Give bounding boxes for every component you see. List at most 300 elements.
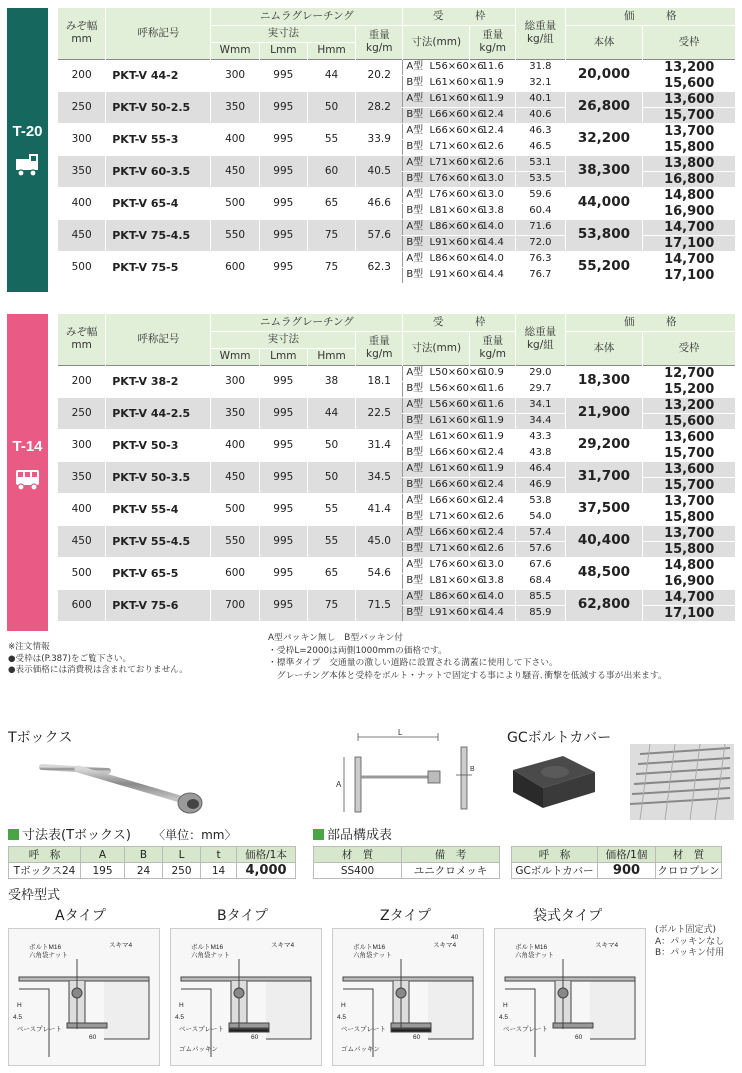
base-plate-callout: ベースプレート bbox=[17, 1026, 62, 1033]
table-row bbox=[58, 123, 736, 139]
total-weight-cell: 60.4 bbox=[516, 203, 565, 219]
frame-price-cell: 16,900 bbox=[643, 573, 735, 589]
total-weight-cell: 72.0 bbox=[516, 235, 565, 251]
frame-price-cell: 14,700 bbox=[643, 589, 735, 605]
col-header-frame: 受 枠 bbox=[403, 8, 516, 25]
cell: 24 bbox=[125, 863, 163, 879]
frame-size: L86×60×6 bbox=[429, 221, 484, 232]
t20-spec-table bbox=[57, 8, 735, 284]
cell-h: 50 bbox=[307, 429, 355, 461]
cell-l: 995 bbox=[259, 219, 307, 251]
cell-l: 995 bbox=[259, 155, 307, 187]
frame-size: L61×60×6 bbox=[429, 93, 484, 104]
frame-size: L56×60×6 bbox=[429, 399, 484, 410]
dim-h-label: H bbox=[341, 1002, 346, 1009]
type-z-label: Zタイプ bbox=[380, 908, 431, 924]
total-weight-cell: 46.9 bbox=[516, 477, 565, 493]
frame-weight-cell: 12.4 bbox=[470, 477, 516, 493]
col-header: 価格/1個 bbox=[598, 847, 656, 863]
frame-price-cell: 13,200 bbox=[643, 59, 735, 75]
type-pocket-label: 袋式タイプ bbox=[533, 908, 603, 924]
col-header-body: 本体 bbox=[565, 331, 643, 365]
frame-type: B型 bbox=[406, 575, 424, 586]
parts-title: 部品構成表 bbox=[327, 828, 393, 843]
col-header-grating: ニムラグレーチング bbox=[211, 314, 403, 331]
total-weight-cell: 71.6 bbox=[516, 219, 565, 235]
body-price-cell: 38,300 bbox=[565, 155, 643, 187]
frame-cross-section bbox=[9, 929, 159, 1065]
tbox-wrench-image bbox=[30, 747, 210, 827]
frame-type: A型 bbox=[406, 125, 424, 136]
frame-size: L66×60×6 bbox=[429, 527, 484, 538]
frame-price-cell: 16,800 bbox=[643, 171, 735, 187]
cell-h: 65 bbox=[307, 557, 355, 589]
cell-code: PKT-V 75-4.5 bbox=[106, 219, 211, 251]
body-price-cell: 53,800 bbox=[565, 219, 643, 251]
cell-h: 60 bbox=[307, 155, 355, 187]
dim-h-label: H bbox=[179, 1002, 184, 1009]
cell-l: 995 bbox=[259, 187, 307, 219]
cell: SS400 bbox=[314, 863, 402, 879]
cell-width: 250 bbox=[58, 91, 106, 123]
cell-width: 500 bbox=[58, 557, 106, 589]
gap-callout: スキマ4 bbox=[109, 942, 133, 949]
total-weight-cell: 54.0 bbox=[516, 509, 565, 525]
frame-type: B型 bbox=[406, 237, 424, 248]
cell-weight: 31.4 bbox=[356, 429, 403, 461]
cell-weight: 28.2 bbox=[356, 91, 403, 123]
frame-weight-cell: 11.6 bbox=[470, 381, 516, 397]
frame-type: B型 bbox=[406, 447, 424, 458]
frame-type: A型 bbox=[406, 157, 424, 168]
frame-weight-cell: 12.4 bbox=[470, 493, 516, 509]
frame-size: L71×60×6 bbox=[429, 543, 484, 554]
frame-size-cell bbox=[403, 477, 484, 493]
col-header-frame-size: 寸法(mm) bbox=[403, 25, 470, 59]
tbox-title: Tボックス bbox=[8, 730, 73, 746]
frame-price-cell: 14,700 bbox=[643, 251, 735, 267]
frame-size: L61×60×6 bbox=[429, 77, 484, 88]
cell-width: 200 bbox=[58, 59, 106, 91]
col-header-w: Wmm bbox=[211, 42, 259, 59]
frame-size-cell bbox=[403, 493, 484, 509]
total-weight-cell: 29.7 bbox=[516, 381, 565, 397]
frame-price-cell: 14,800 bbox=[643, 557, 735, 573]
frame-size: L66×60×6 bbox=[429, 447, 484, 458]
frame-size-cell bbox=[403, 445, 484, 461]
frame-type: B型 bbox=[406, 141, 424, 152]
col-header-frame-size: 寸法(mm) bbox=[403, 331, 470, 365]
cell-w: 300 bbox=[211, 59, 259, 91]
col-header: 呼 称 bbox=[9, 847, 81, 863]
frame-price-cell: 15,600 bbox=[643, 413, 735, 429]
total-weight-cell: 76.3 bbox=[516, 251, 565, 267]
frame-price-cell: 16,900 bbox=[643, 203, 735, 219]
cell-weight: 34.5 bbox=[356, 461, 403, 493]
bolt-callout: ボルトM16 bbox=[191, 944, 224, 951]
cell-w: 300 bbox=[211, 365, 259, 397]
table-row bbox=[58, 365, 736, 381]
cell-w: 350 bbox=[211, 397, 259, 429]
frame-weight-cell: 12.4 bbox=[470, 107, 516, 123]
frame-weight-cell: 11.9 bbox=[470, 91, 516, 107]
remark-line: A型パッキン無し B型パッキン付 bbox=[268, 633, 404, 643]
type-z-diagram bbox=[332, 928, 484, 1066]
tbox-dim-heading bbox=[8, 824, 237, 843]
table-row bbox=[58, 187, 736, 203]
frame-weight-cell: 13.0 bbox=[470, 171, 516, 187]
green-square-icon bbox=[8, 829, 19, 840]
total-weight-cell: 85.5 bbox=[516, 589, 565, 605]
cell-h: 50 bbox=[307, 461, 355, 493]
frame-type: B型 bbox=[406, 173, 424, 184]
gc-bolt-cover-image bbox=[503, 750, 603, 815]
frame-type: A型 bbox=[406, 399, 424, 410]
note-line: ●受枠は(P.387)をご覧下さい。 bbox=[8, 653, 132, 664]
frame-price-cell: 12,700 bbox=[643, 365, 735, 381]
frame-price-cell: 13,200 bbox=[643, 397, 735, 413]
cell-width: 500 bbox=[58, 251, 106, 283]
cell-weight: 45.0 bbox=[356, 525, 403, 557]
cell-l: 995 bbox=[259, 59, 307, 91]
frame-size: L61×60×6 bbox=[429, 431, 484, 442]
cell-weight: 18.1 bbox=[356, 365, 403, 397]
cell-l: 995 bbox=[259, 557, 307, 589]
dim-4.5-label: 4.5 bbox=[175, 1014, 185, 1021]
frame-type: A型 bbox=[406, 93, 424, 104]
frame-cross-section bbox=[171, 929, 321, 1065]
bolt-callout: ボルトM16 bbox=[515, 944, 548, 951]
body-price-cell: 18,300 bbox=[565, 365, 643, 397]
table-row bbox=[58, 59, 736, 75]
dim-4.5-label: 4.5 bbox=[13, 1014, 23, 1021]
frame-weight-cell: 14.0 bbox=[470, 251, 516, 267]
cell-h: 55 bbox=[307, 525, 355, 557]
table-row bbox=[58, 155, 736, 171]
cell-width: 400 bbox=[58, 187, 106, 219]
frame-size-cell bbox=[403, 251, 484, 267]
bolt-fix-note bbox=[655, 925, 724, 960]
frame-type: B型 bbox=[406, 511, 424, 522]
gc-title: GCボルトカバー bbox=[507, 730, 612, 746]
base-plate-callout: ベースプレート bbox=[341, 1026, 386, 1033]
table-row bbox=[58, 251, 736, 267]
cell-width: 450 bbox=[58, 525, 106, 557]
gap-callout: スキマ4 bbox=[595, 942, 619, 949]
cell-code: PKT-V 65-5 bbox=[106, 557, 211, 589]
dim-4.5-label: 4.5 bbox=[337, 1014, 347, 1021]
col-header-width: みぞ幅 mm bbox=[58, 314, 106, 365]
frame-weight-cell: 13.8 bbox=[470, 573, 516, 589]
table-row bbox=[58, 525, 736, 541]
frame-type: B型 bbox=[406, 607, 424, 618]
frame-size: L91×60×6 bbox=[429, 269, 484, 280]
col-header: 備 考 bbox=[402, 847, 500, 863]
col-header-frame-price: 受枠 bbox=[643, 25, 735, 59]
frame-size-cell bbox=[403, 219, 484, 235]
col-header-grating: ニムラグレーチング bbox=[211, 8, 403, 25]
frame-weight-cell: 12.4 bbox=[470, 445, 516, 461]
frame-size-cell bbox=[403, 525, 484, 541]
parts-heading bbox=[313, 824, 392, 843]
cell-code: PKT-V 65-4 bbox=[106, 187, 211, 219]
frame-size-cell bbox=[403, 461, 484, 477]
cell-h: 44 bbox=[307, 59, 355, 91]
total-weight-cell: 53.1 bbox=[516, 155, 565, 171]
col-header-weight: 重量 kg/m bbox=[356, 331, 403, 365]
frame-size: L71×60×6 bbox=[429, 511, 484, 522]
cell-w: 700 bbox=[211, 589, 259, 621]
dim-40-label: 40 bbox=[451, 934, 459, 941]
frame-weight-cell: 12.6 bbox=[470, 541, 516, 557]
col-header-l: Lmm bbox=[259, 348, 307, 365]
frame-size-cell bbox=[403, 123, 484, 139]
frame-weight-cell: 11.6 bbox=[470, 59, 516, 75]
frame-weight-cell: 13.8 bbox=[470, 203, 516, 219]
table-row bbox=[58, 219, 736, 235]
cell-w: 350 bbox=[211, 91, 259, 123]
type-b-diagram bbox=[170, 928, 322, 1066]
frame-size: L56×60×6 bbox=[429, 383, 484, 394]
col-header-frame-price: 受枠 bbox=[643, 331, 735, 365]
frame-weight-cell: 11.6 bbox=[470, 397, 516, 413]
dim-60-label: 60 bbox=[89, 1034, 97, 1041]
cell-h: 38 bbox=[307, 365, 355, 397]
tbox-dim-table bbox=[8, 846, 296, 879]
bolt-callout: ボルトM16 bbox=[29, 944, 62, 951]
col-header-actual: 実寸法 bbox=[211, 25, 356, 42]
frame-size: L71×60×6 bbox=[429, 157, 484, 168]
type-pocket-diagram bbox=[494, 928, 646, 1066]
cell-width: 200 bbox=[58, 365, 106, 397]
frame-size-cell bbox=[403, 381, 484, 397]
frame-size: L91×60×6 bbox=[429, 607, 484, 618]
col-header: B bbox=[125, 847, 163, 863]
frame-types-title: 受枠型式 bbox=[8, 888, 61, 903]
frame-size: L76×60×6 bbox=[429, 559, 484, 570]
body-price-cell: 48,500 bbox=[565, 557, 643, 589]
frame-size-cell bbox=[403, 557, 484, 573]
total-weight-cell: 43.8 bbox=[516, 445, 565, 461]
total-weight-cell: 29.0 bbox=[516, 365, 565, 381]
frame-size-cell bbox=[403, 267, 484, 283]
frame-weight-cell: 12.4 bbox=[470, 123, 516, 139]
frame-size-cell bbox=[403, 187, 484, 203]
frame-type: A型 bbox=[406, 61, 424, 72]
frame-price-cell: 15,700 bbox=[643, 445, 735, 461]
cell-code: PKT-V 75-6 bbox=[106, 589, 211, 621]
cell-h: 75 bbox=[307, 251, 355, 283]
dim-60-label: 60 bbox=[251, 1034, 259, 1041]
frame-weight-cell: 12.6 bbox=[470, 509, 516, 525]
frame-type: B型 bbox=[406, 269, 424, 280]
table-row bbox=[58, 557, 736, 573]
frame-size-cell bbox=[403, 509, 484, 525]
frame-size: L86×60×6 bbox=[429, 253, 484, 264]
frame-type: A型 bbox=[406, 591, 424, 602]
col-header: 材 質 bbox=[656, 847, 722, 863]
total-weight-cell: 57.4 bbox=[516, 525, 565, 541]
cell-weight: 41.4 bbox=[356, 493, 403, 525]
cell-code: PKT-V 55-3 bbox=[106, 123, 211, 155]
t14-class-label: T-14 bbox=[12, 438, 43, 455]
price-cell: 900 bbox=[598, 863, 656, 879]
frame-type: A型 bbox=[406, 495, 424, 506]
cell-width: 250 bbox=[58, 397, 106, 429]
frame-price-cell: 13,700 bbox=[643, 123, 735, 139]
dim-60-label: 60 bbox=[575, 1034, 583, 1041]
frame-price-cell: 15,700 bbox=[643, 477, 735, 493]
type-a-diagram bbox=[8, 928, 160, 1066]
bolt-callout: 六角袋ナット bbox=[515, 952, 554, 959]
frame-price-cell: 15,800 bbox=[643, 139, 735, 155]
total-weight-cell: 43.3 bbox=[516, 429, 565, 445]
cell-code: PKT-V 50-3.5 bbox=[106, 461, 211, 493]
bolt-callout: 六角袋ナット bbox=[191, 952, 230, 959]
frame-size-cell bbox=[403, 75, 484, 91]
rubber-packing-callout: ゴムパッキン bbox=[179, 1046, 218, 1053]
frame-size: L91×60×6 bbox=[429, 237, 484, 248]
cell-code: PKT-V 50-2.5 bbox=[106, 91, 211, 123]
frame-price-cell: 17,100 bbox=[643, 605, 735, 621]
frame-price-cell: 14,800 bbox=[643, 187, 735, 203]
frame-type: A型 bbox=[406, 559, 424, 570]
cell-width: 350 bbox=[58, 461, 106, 493]
col-header-code: 呼称記号 bbox=[106, 314, 211, 365]
cell-code: PKT-V 60-3.5 bbox=[106, 155, 211, 187]
cell-h: 55 bbox=[307, 493, 355, 525]
bolt-callout: 六角袋ナット bbox=[29, 952, 68, 959]
note-line: ●表示価格には消費税は含まれておりません。 bbox=[8, 665, 188, 675]
frame-price-cell: 15,600 bbox=[643, 75, 735, 91]
table-row bbox=[58, 91, 736, 107]
col-header-code: 呼称記号 bbox=[106, 8, 211, 59]
cell-w: 450 bbox=[211, 155, 259, 187]
frame-type: B型 bbox=[406, 77, 424, 88]
body-price-cell: 31,700 bbox=[565, 461, 643, 493]
body-price-cell: 44,000 bbox=[565, 187, 643, 219]
frame-weight-cell: 13.0 bbox=[470, 557, 516, 573]
bolt-callout: ボルトM16 bbox=[353, 944, 386, 951]
total-weight-cell: 76.7 bbox=[516, 267, 565, 283]
frame-weight-cell: 11.9 bbox=[470, 461, 516, 477]
gap-callout: スキマ4 bbox=[433, 942, 457, 949]
col-header-total: 総重量 kg/組 bbox=[516, 8, 565, 59]
frame-size-cell bbox=[403, 429, 484, 445]
frame-weight-cell: 12.6 bbox=[470, 155, 516, 171]
fix-note-line: B：パッキン付用 bbox=[655, 948, 725, 958]
cell-code: PKT-V 55-4 bbox=[106, 493, 211, 525]
t14-spec-table bbox=[57, 314, 735, 622]
frame-size-cell bbox=[403, 171, 484, 187]
cell-w: 600 bbox=[211, 251, 259, 283]
frame-price-cell: 17,100 bbox=[643, 267, 735, 283]
bus-icon bbox=[15, 466, 40, 492]
t20-class-band bbox=[7, 8, 48, 292]
col-header-frame: 受 枠 bbox=[403, 314, 516, 331]
frame-weight-cell: 11.9 bbox=[470, 429, 516, 445]
frame-size-cell bbox=[403, 107, 484, 123]
cell-code: PKT-V 75-5 bbox=[106, 251, 211, 283]
cell-weight: 40.5 bbox=[356, 155, 403, 187]
bolt-callout: 六角袋ナット bbox=[353, 952, 392, 959]
col-header: 価格/1本 bbox=[237, 847, 296, 863]
frame-weight-cell: 10.9 bbox=[470, 365, 516, 381]
frame-size-cell bbox=[403, 573, 484, 589]
svg-text:L: L bbox=[398, 728, 403, 737]
col-header-price: 価 格 bbox=[565, 314, 735, 331]
frame-price-cell: 13,700 bbox=[643, 525, 735, 541]
table-row bbox=[58, 397, 736, 413]
body-price-cell: 29,200 bbox=[565, 429, 643, 461]
frame-weight-cell: 12.6 bbox=[470, 139, 516, 155]
body-price-cell: 37,500 bbox=[565, 493, 643, 525]
total-weight-cell: 32.1 bbox=[516, 75, 565, 91]
order-notes bbox=[8, 642, 188, 677]
tbox-unit: 〈単位：mm〉 bbox=[153, 828, 237, 842]
total-weight-cell: 68.4 bbox=[516, 573, 565, 589]
cell-width: 350 bbox=[58, 155, 106, 187]
frame-size: L50×60×6 bbox=[429, 367, 484, 378]
frame-size-cell bbox=[403, 605, 484, 621]
frame-weight-cell: 12.4 bbox=[470, 525, 516, 541]
frame-price-cell: 13,600 bbox=[643, 91, 735, 107]
frame-weight-cell: 14.4 bbox=[470, 235, 516, 251]
total-weight-cell: 46.3 bbox=[516, 123, 565, 139]
cell-width: 300 bbox=[58, 429, 106, 461]
body-price-cell: 21,900 bbox=[565, 397, 643, 429]
col-header: t bbox=[201, 847, 237, 863]
frame-size: L81×60×6 bbox=[429, 575, 484, 586]
base-plate-callout: ベースプレート bbox=[503, 1026, 548, 1033]
frame-price-cell: 13,700 bbox=[643, 493, 735, 509]
frame-weight-cell: 14.0 bbox=[470, 219, 516, 235]
frame-size: L66×60×6 bbox=[429, 479, 484, 490]
parts-table bbox=[313, 846, 500, 879]
total-weight-cell: 46.4 bbox=[516, 461, 565, 477]
col-header-l: Lmm bbox=[259, 42, 307, 59]
table-row bbox=[58, 429, 736, 445]
total-weight-cell: 46.5 bbox=[516, 139, 565, 155]
frame-size: L61×60×6 bbox=[429, 463, 484, 474]
table-row bbox=[58, 589, 736, 605]
total-weight-cell: 34.1 bbox=[516, 397, 565, 413]
frame-type: A型 bbox=[406, 367, 424, 378]
table-row bbox=[58, 461, 736, 477]
dim-4.5-label: 4.5 bbox=[499, 1014, 509, 1021]
cell: 14 bbox=[201, 863, 237, 879]
frame-weight-cell: 13.0 bbox=[470, 187, 516, 203]
fix-note-line: A：パッキンなし bbox=[655, 936, 725, 947]
tbox-dim-title: 寸法表(Tボックス) bbox=[22, 828, 131, 843]
frame-size: L86×60×6 bbox=[429, 591, 484, 602]
frame-size-cell bbox=[403, 413, 484, 429]
gap-callout: スキマ4 bbox=[271, 942, 295, 949]
cell-h: 50 bbox=[307, 91, 355, 123]
cell-l: 995 bbox=[259, 461, 307, 493]
frame-size: L76×60×6 bbox=[429, 189, 484, 200]
total-weight-cell: 31.8 bbox=[516, 59, 565, 75]
frame-size-cell bbox=[403, 397, 484, 413]
frame-size: L66×60×6 bbox=[429, 495, 484, 506]
cell-l: 995 bbox=[259, 91, 307, 123]
frame-type: B型 bbox=[406, 543, 424, 554]
frame-type: A型 bbox=[406, 463, 424, 474]
frame-weight-cell: 14.0 bbox=[470, 589, 516, 605]
cell-weight: 54.6 bbox=[356, 557, 403, 589]
total-weight-cell: 59.6 bbox=[516, 187, 565, 203]
cell-h: 55 bbox=[307, 123, 355, 155]
